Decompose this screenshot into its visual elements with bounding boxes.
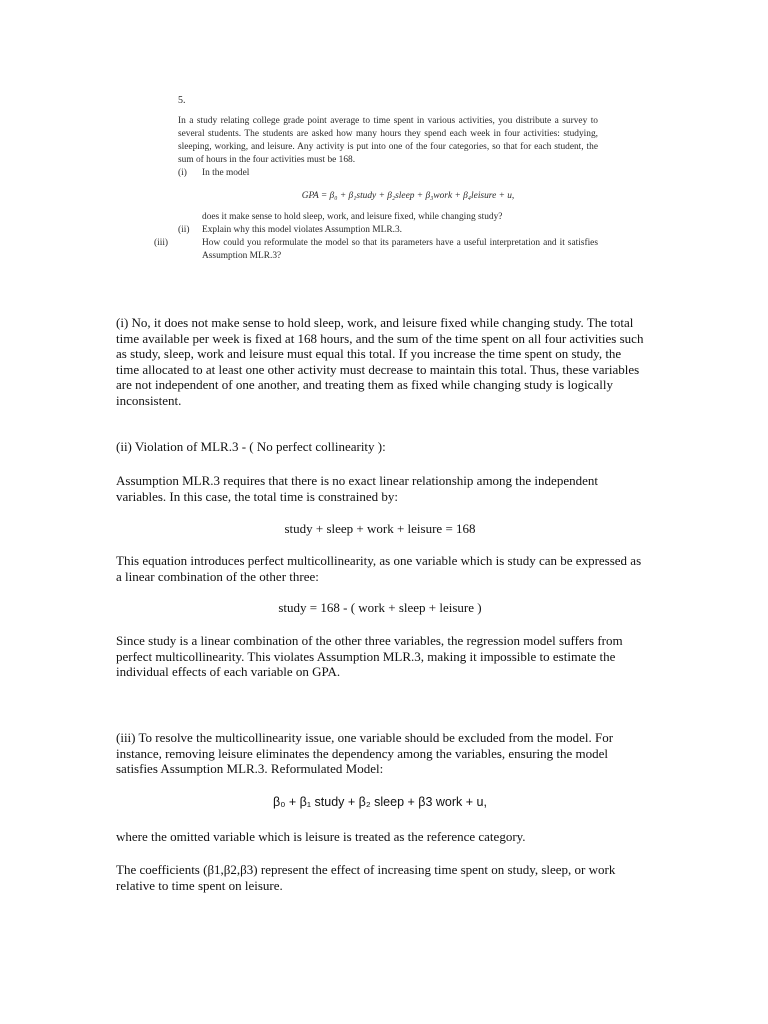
question-intro: In a study relating college grade point average to time spent in various activities, you distribute a survey to several students. The students are asked how many hours they spend each week in four activities: studying, sleeping, working, and leisure. Any activity is put into one of the four categories, so that for each student, the sum of hours in the four activities must be 168.	[178, 116, 598, 165]
equation-reformulated	[116, 795, 644, 811]
answer-part2-heading-text: (ii) Violation of MLR.3 - ( No perfect collinearity ):	[116, 439, 386, 454]
answer-part3-paragraph1-text: (iii) To resolve the multicollinearity issue, one variable should be excluded from the model. For instance, removing leisure eliminates the dependency among the variables, ensuring the model satisfies Assumption MLR.3. Reformulated Model:	[116, 730, 614, 776]
answer-part2-paragraph3-text: Since study is a linear combination of the other three variables, the regression model suffers from perfect multicollinearity. This violates Assumption MLR.3, making it impossible to estimate the individual effects of each variable on GPA.	[116, 633, 623, 679]
answer-part3-paragraph2	[116, 829, 644, 845]
question-part2	[178, 224, 598, 237]
answer-part1-text: (i) No, it does not make sense to hold sleep, work, and leisure fixed while changing study. The total time available per week is fixed at 168 hours, and the sum of the time spent on all four activities such as study, sleep, work and leisure must equal this total. If you increase the time spent on study, the time allocated to at least one other activity must decrease to maintain this total. Thus, these variables are not independent of one another, and treating them as fixed while changing study is logically inconsistent.	[116, 315, 644, 408]
question-part1	[178, 167, 598, 180]
question-part1-text: In the model	[202, 168, 250, 178]
question-model: GPA = β₀ + β₁study + β₂sleep + β₃work + β₄leisure + u,	[301, 191, 515, 201]
equation-study	[116, 600, 644, 616]
equation-constraint	[116, 521, 644, 537]
equation-constraint-text: study + sleep + work + leisure = 168	[284, 521, 476, 536]
question-scan	[154, 94, 598, 263]
question-part2-tag: (ii)	[178, 225, 190, 235]
question-part2-text: Explain why this model violates Assumption MLR.3.	[202, 225, 402, 235]
equation-study-text: study = 168 - ( work + sleep + leisure )	[278, 600, 482, 615]
answer-part3-paragraph3-text: The coefficients (β1,β2,β3) represent the effect of increasing time spent on study, sleep, or work relative to time spent on leisure.	[116, 862, 616, 893]
answer-part1	[116, 315, 644, 408]
answer-part2-paragraph2	[116, 553, 644, 584]
question-number: 5.	[178, 95, 186, 106]
equation-reformulated-text: β₀ + β₁ study + β₂ sleep + β3 work + u,	[273, 795, 487, 809]
answer-part2-paragraph1-text: Assumption MLR.3 requires that there is no exact linear relationship among the independent variables. In this case, the total time is constrained by:	[116, 473, 598, 504]
answer-part3-paragraph2-text: where the omitted variable which is leisure is treated as the reference category.	[116, 829, 526, 844]
question-part1-tag: (i)	[178, 168, 187, 178]
answer-part3-paragraph1	[116, 730, 644, 777]
answer-part2-paragraph3	[116, 633, 644, 680]
answer-part3-paragraph3	[116, 862, 644, 893]
question-part3-text: How could you reformulate the model so that its parameters have a useful interpretation and it satisfies Assumption MLR.3?	[202, 238, 598, 261]
question-part3-tag: (iii)	[154, 238, 169, 248]
answer-part2-paragraph1	[116, 473, 644, 504]
question-part1-question: does it make sense to hold sleep, work, and leisure fixed, while changing study?	[202, 212, 503, 222]
answer-part2-heading	[116, 439, 644, 455]
answer-part2-paragraph2-text: This equation introduces perfect multicollinearity, as one variable which is study can be expressed as a linear combination of the other three:	[116, 553, 642, 584]
question-part3	[154, 237, 598, 263]
